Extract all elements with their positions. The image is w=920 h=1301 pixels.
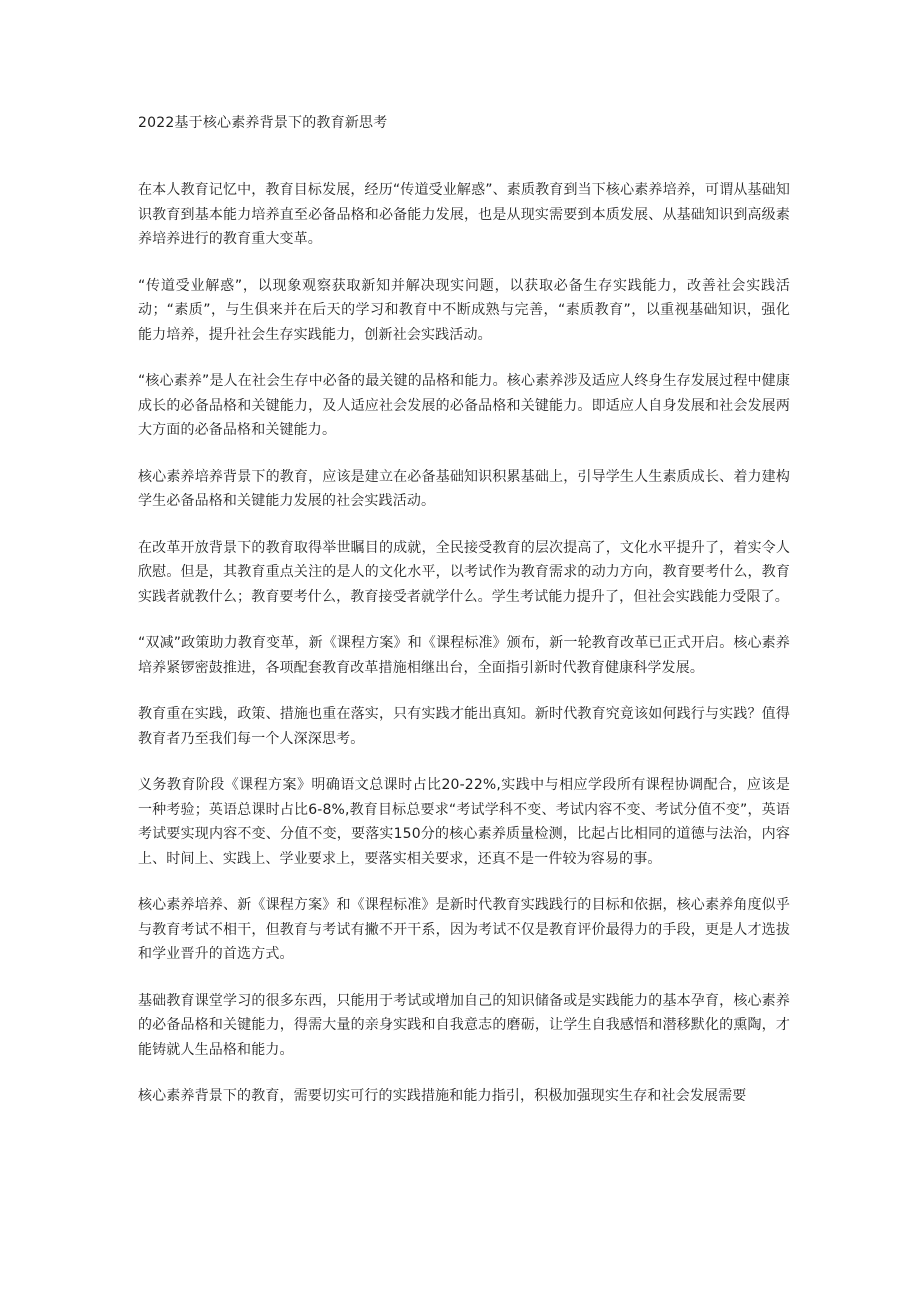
paragraph: 基础教育课堂学习的很多东西，只能用于考试或增加自己的知识储备或是实践能力的基本孕育，核心素养的必备品格和关键能力，得需大量的亲身实践和自我意志的磨砺，让学生自我感悟和潜移默化的熏陶，才能铸就人生品格和能力。 [138,992,790,1058]
document-title: 2022基于核心素养背景下的教育新思考 [138,115,388,131]
paragraph: 在本人教育记忆中，教育目标发展，经历“传道受业解惑”、素质教育到当下核心素养培养，可谓从基础知识教育到基本能力培养直至必备品格和必备能力发展，也是从现实需要到本质发展、从基础知识到高级素养培养进行的教育重大变革。 [138,182,790,247]
paragraph: 教育重在实践，政策、措施也重在落实，只有实践才能出真知。新时代教育究竟该如何践行与实践？值得教育者乃至我们每一个人深深思考。 [138,706,790,747]
paragraph: 核心素养背景下的教育，需要切实可行的实践措施和能力指引，积极加强现实生存和社会发展需要 [138,1088,747,1104]
paragraph: “传道受业解惑”，以现象观察获取新知并解决现实问题，以获取必备生存实践能力，改善社会实践活动；“素质”，与生俱来并在后天的学习和教育中不断成熟与完善，“素质教育”，以重视基础知识，强化能力培养，提升社会生存实践能力，创新社会实践活动。 [138,277,790,343]
paragraph: “双减”政策助力教育变革，新《课程方案》和《课程标准》颁布，新一轮教育改革已正式开启。核心素养培养紧锣密鼓推进，各项配套教育改革措施相继出台，全面指引新时代教育健康科学发展。 [138,635,790,676]
paragraph: “核心素养”是人在社会生存中必备的最关键的品格和能力。核心素养涉及适应人终身生存发展过程中健康成长的必备品格和关键能力，及人适应社会发展的必备品格和关键能力。即适应人自身发展和社会发展两大方面的必备品格和关键能力。 [138,373,790,438]
paragraph: 在改革开放背景下的教育取得举世瞩目的成就，全民接受教育的层次提高了，文化水平提升了，着实令人欣慰。但是，其教育重点关注的是人的文化水平，以考试作为教育需求的动力方向，教育要考什么，教育实践者就教什么；教育要考什么，教育接受者就学什么。学生考试能力提升了，但社会实践能力受限了。 [138,539,790,605]
paragraph: 核心素养培养背景下的教育，应该是建立在必备基础知识积累基础上，引导学生人生素质成长、着力建构学生必备品格和关键能力发展的社会实践活动。 [138,468,790,509]
paragraph: 义务教育阶段《课程方案》明确语文总课时占比20-22%,实践中与相应学段所有课程协调配合，应该是一种考验；英语总课时占比6-8%,教育目标总要求“考试学科不变、考试内容不变、考试分值不变”，英语考试要实现内容不变、分值不变，要落实150分的核心素养质量检测，比起占比相同的道德与法治，内容上、时间上、实践上、学业要求上，要落实相关要求，还真不是一件较为容易的事。 [138,777,790,867]
document-body [138,178,790,1109]
paragraph: 核心素养培养、新《课程方案》和《课程标准》是新时代教育实践践行的目标和依据，核心素养角度似乎与教育考试不相干，但教育与考试有撇不开干系，因为考试不仅是教育评价最得力的手段，更是人才选拔和学业晋升的首选方式。 [138,897,790,962]
